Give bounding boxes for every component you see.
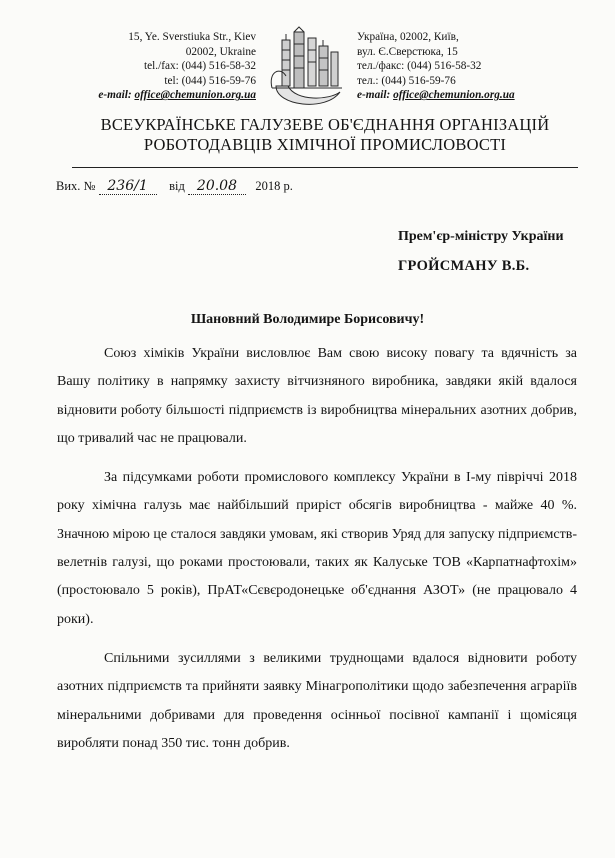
outgoing-year: 2018 р. — [255, 179, 293, 193]
address-line: tel./fax: (044) 516-58-32 — [144, 60, 256, 73]
recipient-position: Прем'єр-міністру України — [398, 229, 564, 244]
address-line: tel: (044) 516-59-76 — [164, 74, 256, 87]
address-line: вул. Є.Сверстюка, 15 — [357, 45, 458, 58]
address-line: 02002, Ukraine — [185, 45, 256, 58]
outgoing-label: Вих. № — [56, 179, 96, 193]
email-prefix: e-mail: — [98, 89, 135, 102]
salutation: Шановний Володимире Борисовичу! — [190, 312, 425, 327]
address-line: тел./факс: (044) 516-58-32 — [357, 60, 482, 73]
body-paragraph: За підсумками роботи промислового комплексу України в І-му півріччі 2018 року хімічна галузь має найбільший приріст обсягів виробництва - майже 40 %. Значною мірою це сталося завдяки умовам, які створив Уряд для запуску підприємств-велетнів галузі, що роками простоювали, таких як Калуське ТОВ «Карпатнафтохім» (простоювало 5 років), ПрАТ«Сєвєродонецьке об'єднання АЗОТ» (не працювало 4 роки). — [57, 470, 577, 627]
outgoing-reference — [56, 178, 293, 195]
email-link[interactable]: office@chemunion.org.ua — [393, 89, 515, 102]
outgoing-date: 20.08 — [188, 178, 246, 195]
email-link[interactable]: office@chemunion.org.ua — [134, 89, 256, 102]
chemical-plant-logo — [266, 26, 348, 112]
letter-body — [57, 340, 577, 769]
english-address-block — [40, 30, 256, 103]
organization-line: РОБОТОДАВЦІВ ХІМІЧНОЇ ПРОМИСЛОВОСТІ — [143, 135, 507, 154]
organization-title — [70, 115, 580, 155]
ukrainian-address-block — [357, 30, 577, 103]
address-line: Україна, 02002, Київ, — [357, 31, 459, 43]
recipient-name: ГРОЙСМАНУ В.Б. — [398, 258, 530, 274]
email-line — [357, 88, 577, 103]
organization-line: ВСЕУКРАЇНСЬКЕ ГАЛУЗЕВЕ ОБ'ЄДНАННЯ ОРГАНІЗАЦІЙ — [100, 115, 550, 134]
email-prefix: e-mail: — [357, 89, 394, 102]
body-paragraph: Спільними зусиллями з великими труднощами вдалося відновити роботу азотних підприємств та прийняти заявку Мінагрополітики щодо забезпечення аграріїв мінеральними добривами для проведення осінньої посівної кампанії і щомісяця виробляти понад 350 тис. тонн добрив. — [57, 650, 577, 751]
body-paragraph: Союз хіміків України висловлює Вам свою високу повагу та вдячність за Вашу політику в напрямку захисту вітчизняного виробника, завдяки якій вдалося відновити роботу більшості підприємств із виробництва мінеральних азотних добрив, що тривалий час не працювали. — [57, 346, 577, 446]
address-line: тел.: (044) 516-59-76 — [357, 74, 456, 87]
date-label: від — [169, 179, 185, 193]
address-line: 15, Ye. Sverstiuka Str., Kiev — [128, 31, 256, 43]
header-divider — [72, 167, 578, 168]
email-line — [40, 88, 256, 103]
outgoing-number: 236/1 — [99, 178, 157, 195]
